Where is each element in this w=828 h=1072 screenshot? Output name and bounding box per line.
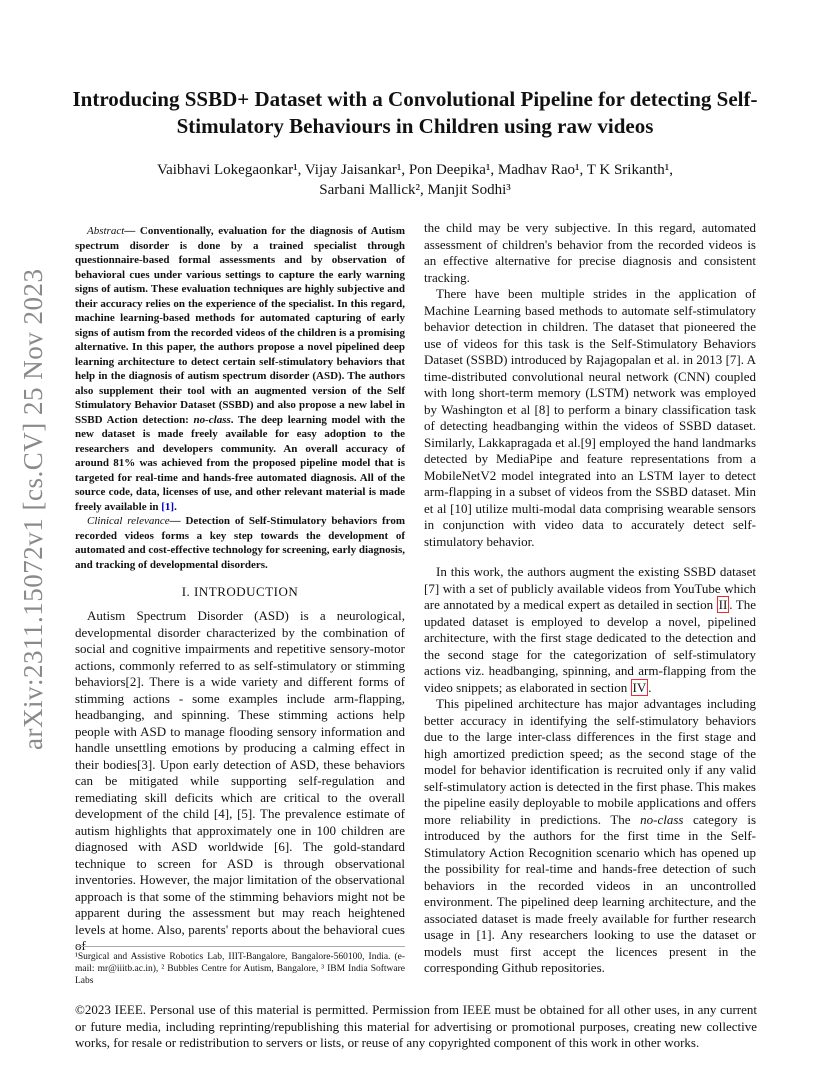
continued-paragraph: the child may be very subjective. In this regard, automated assessment of children's behavior from the recorded videos is an effective alternative for precise diagnosis and consistent tracking. [424, 220, 756, 285]
abstract-text-1: — Conventionally, evaluation for the diagnosis of Autism spectrum disorder is done by a trained specialist through questionnaire-based formal assessments and by observation of behavioral cues under various settings to capture the early warning signs of autism. These evaluation techniques are highly subjective and their accuracy relies on the experience of the specialist. In this regard, machine learning-based methods for automated capturing of early signs of autism from the recorded videos of the children is a promising alternative. In this paper, the authors propose a novel pipelined deep learning architecture to detect certain self-stimulatory behaviors that help in the diagnosis of autism spectrum disorder (ASD). The authors also supplement their tool with an augmented version of the Self Stimulatory Behavior Dataset (SSBD) and also propose a new label in SSBD Action detection: [75, 225, 405, 426]
abstract-text-2: . The deep learning model with the new dataset is made freely available for easy adoption to the researchers and developers community. An overall accuracy of around 81% was achieved from the proposed pipeline model that is targeted for real-time and hands-free automated diagnosis. All of the source code, data, licenses of use, and other relevant material is made freely available in [75, 413, 405, 513]
arxiv-identifier: arXiv:2311.15072v1 [cs.CV] 25 Nov 2023 [18, 268, 48, 750]
abstract-label: Abstract [87, 225, 125, 237]
introduction-body [75, 608, 405, 955]
pipeline-text-1: This pipelined architecture has major advantages including better accuracy in identifying the self-stimulatory behaviors due to the large inter-class differences in the first stage and high amortized prediction speed; as the second stage of the model for behavior identification is recruited only if any valid self-stimulatory action is detected in the first phase. This makes the pipeline easily deployable to mobile applications and offers more reliability in predictions. The [424, 696, 756, 827]
introduction-paragraph-1: Autism Spectrum Disorder (ASD) is a neurological, developmental disorder characterized by the combination of social and cognitive impairments and repetitive sensory-motor actions, commonly referred to as self-stimulatory or stimming behaviors[2]. There is a wide variety and different forms of stimming actions - some examples include arm-flapping, headbanging, and spinning. These stimming actions help people with ASD to manage flooding sensory information and handle unsettling emotions by producing a calming effect in their bodies[3]. Upon early detection of ASD, these behaviors can be mitigated while supporting self-regulation and remediating skill deficits which are critical to the overall development of the child [4], [5]. The prevalence estimate of autism highlights that approximately one in 100 children are diagnosed with ASD worldwide [6]. The gold-standard technique to screen for ASD is through observational inventories. However, the major limitation of the observational approach is that some of the stimming behaviors might not be apparent during the assessment but may reach heightened levels at home. Also, parents' reports about the behavioral cues of [75, 608, 405, 953]
no-class-label: no-class [193, 413, 231, 426]
left-column [75, 224, 405, 955]
author-list [90, 160, 740, 200]
contribution-text-end: . [648, 679, 652, 695]
affiliation-footnote: ¹Surgical and Assistive Robotics Lab, IIIT-Bangalore, Bangalore-560100, India. (e-mail: mr@iiitb.ac.in), ² Bubbles Centre for Autism, Bangalore, ³ IBM India Software Labs [75, 946, 405, 987]
pipeline-advantages-paragraph [424, 696, 756, 977]
right-column [424, 220, 756, 977]
abstract [75, 224, 405, 572]
contribution-paragraph [424, 564, 756, 696]
clinical-relevance-paragraph [75, 514, 405, 572]
section-heading-introduction: I. INTRODUCTION [181, 584, 299, 599]
clinical-relevance-text: — Detection of Self-Stimulatory behaviors from recorded videos forms a key step towards the development of automated and cost-effective technology for screening, early diagnosis, and tracking of developmental disorders. [75, 515, 405, 571]
pipeline-text-2: category is introduced by the authors for the first time in the Self-Stimulatory Action Recognition scenario which has opened up the possibility for real-time and hands-free detection of such behaviors in the recorded videos in an uncontrolled environment. The pipelined deep learning architecture, and the associated dataset is made freely available for further research usage in [1]. Any researchers looking to use the dataset or models must first accept the licences present in the corresponding Github repositories. [424, 811, 756, 975]
section-link-4[interactable]: IV [632, 679, 647, 695]
no-class-term: no-class [640, 811, 684, 827]
author-line-2: Sarbani Mallick², Manjit Sodhi³ [319, 182, 511, 198]
citation-link[interactable]: [1] [161, 500, 175, 513]
abstract-end: . [174, 500, 177, 513]
contribution-text-1: In this work, the authors augment the existing SSBD dataset [7] with a set of publicly available videos from YouTube which are annotated by a medical expert as detailed in section [424, 564, 756, 612]
section-link-2[interactable]: II [718, 597, 728, 612]
contribution-text-2: . The updated dataset is employed to develop a novel, pipelined architecture, with the first stage dedicated to the detection and the second stage for the categorization of self-stimulatory actions viz. headbanging, spinning, and arm-flapping from the video snippets; as elaborated in section [424, 597, 756, 695]
right-column-body [424, 220, 756, 977]
paper-title: Introducing SSBD+ Dataset with a Convolutional Pipeline for detecting Self-Stimulatory Behaviours in Children using raw videos [72, 87, 758, 138]
author-line-1: Vaibhavi Lokegaonkar¹, Vijay Jaisankar¹, Pon Deepika¹, Madhav Rao¹, T K Srikanth¹, [156, 162, 674, 178]
clinical-relevance-label: Clinical relevance [87, 515, 170, 527]
copyright-notice: ©2023 IEEE. Personal use of this material is permitted. Permission from IEEE must be obtained for all other uses, in any current or future media, including reprinting/republishing this material for advertising or promotional purposes, creating new collective works, for resale or redistribution to servers or lists, or reuse of any copyrighted component of this work in other works. [75, 1002, 757, 1050]
related-work-paragraph: There have been multiple strides in the application of Machine Learning based methods to automate self-stimulatory behavior detection in children. The dataset that pioneered the use of videos for this task is the Self-Stimulatory Behaviors Dataset (SSBD) introduced by Rajagopalan et al. in 2013 [7]. A time-distributed convolutional neural network (CNN) coupled with long short-term memory (LSTM) network was employed by Washington et al [8] to perform a binary classification task of detecting headbanging within the videos of SSBD dataset. Similarly, Lakkapragada et al.[9] employed the hand landmarks detected by MediaPipe and feature representations from a MobileNetV2 model integrated into an LSTM layer to detect arm-flapping in a subset of videos from the SSBD dataset. Min et al [10] utilize multi-modal data comprising wearable sensors in conjunction with video data to accurately detect self-stimulatory behavior. [424, 286, 756, 549]
abstract-paragraph [75, 224, 405, 514]
